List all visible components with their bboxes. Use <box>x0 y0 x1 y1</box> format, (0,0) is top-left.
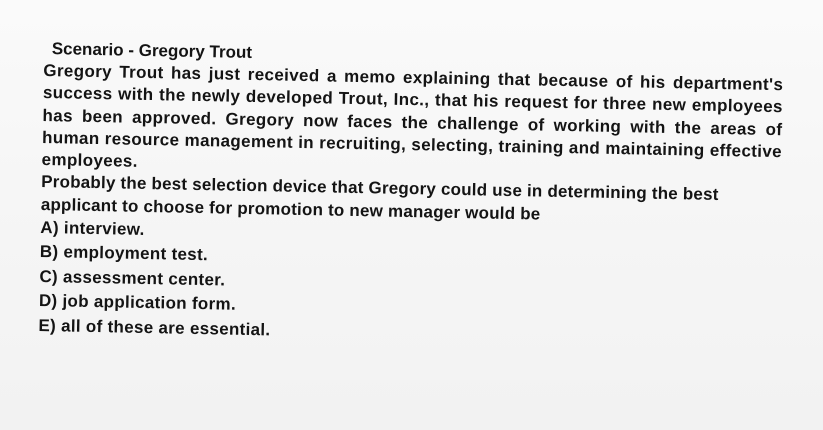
option-text: employment test. <box>63 242 209 265</box>
option-text: all of these are essential. <box>60 316 271 340</box>
question-stem: Probably the best selection device that Gregory could use in determining the best applicant to choose for promotion to new manager would be <box>40 172 719 224</box>
question-document <box>38 38 784 352</box>
option-letter: A) <box>40 218 60 238</box>
answer-options <box>38 216 780 352</box>
scenario-title: Scenario - Gregory Trout <box>51 39 253 62</box>
scenario-body: Gregory Trout has just received a memo explaining that because of his department's success with the newly developed Trout, Inc., that his request for three new employees has been approved. Gregory now faces the challenge of working with the areas of human resource management in recruiting, selecting, training and maintaining effective employees. <box>41 60 784 172</box>
option-letter: D) <box>38 291 58 311</box>
option-text: job application form. <box>62 291 237 315</box>
option-text: assessment center. <box>62 267 226 290</box>
option-letter: B) <box>39 242 59 262</box>
option-letter: E) <box>38 315 57 335</box>
option-text: interview. <box>63 218 145 240</box>
option-letter: C) <box>39 266 59 287</box>
